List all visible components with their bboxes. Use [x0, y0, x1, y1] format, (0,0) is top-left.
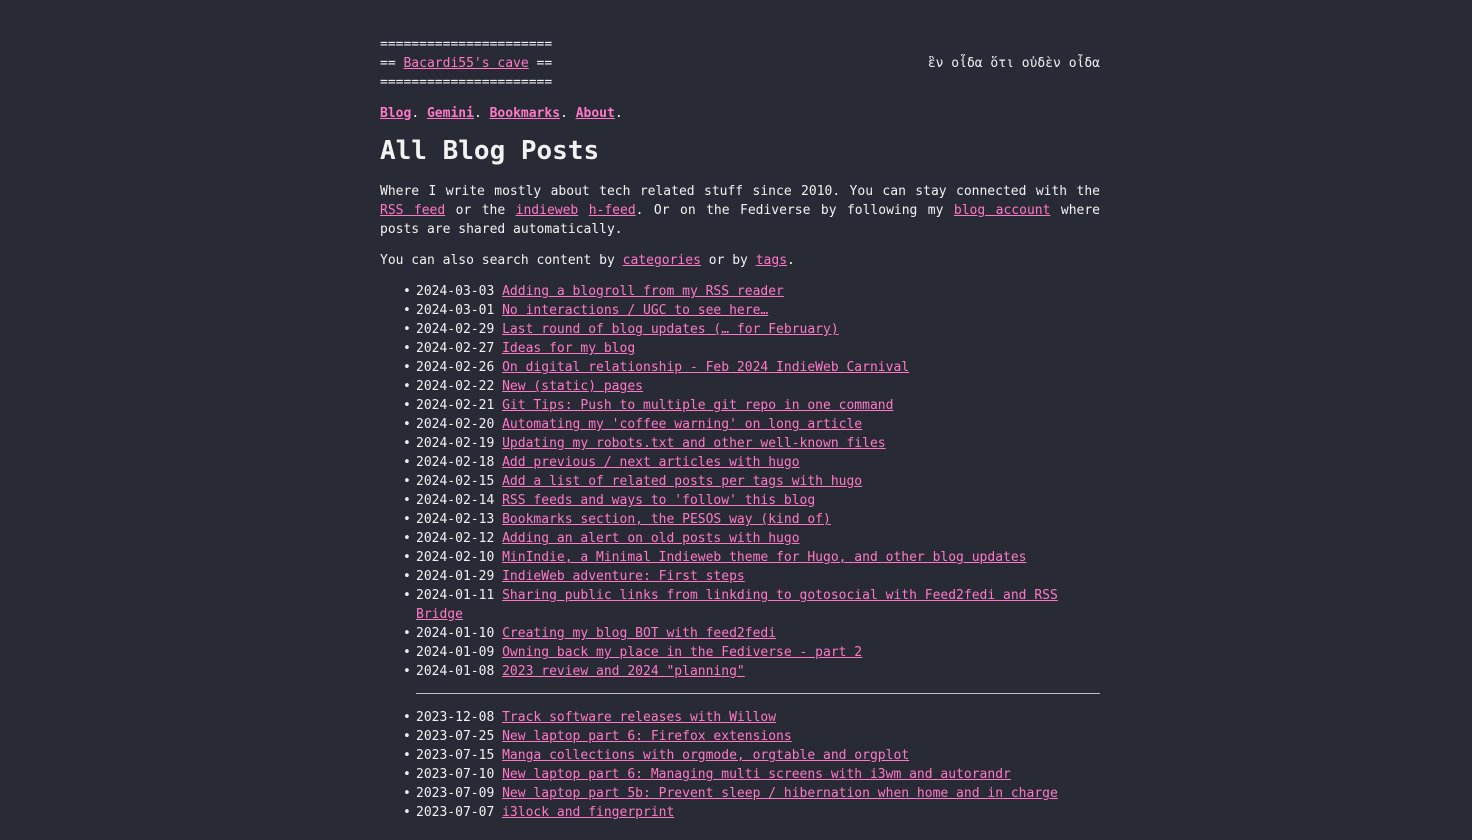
post-list-item — [416, 567, 1100, 586]
post-title-link[interactable]: Add previous / next articles with hugo — [502, 455, 800, 470]
post-list-item — [416, 643, 1100, 662]
intro-text: or the — [445, 203, 516, 218]
post-title-link[interactable]: New laptop part 6: Managing multi screens with i3wm and autorandr — [502, 767, 1011, 782]
post-list-item — [416, 320, 1100, 339]
post-list-item — [416, 358, 1100, 377]
post-date: 2024-02-22 — [416, 379, 495, 394]
post-date: 2024-02-26 — [416, 360, 495, 375]
post-title-link[interactable]: Adding a blogroll from my RSS reader — [502, 284, 784, 299]
intro-paragraph — [380, 182, 1100, 239]
posts-list-2024-03 — [380, 282, 1100, 320]
post-title-link[interactable]: No interactions / UGC to see here… — [502, 303, 769, 318]
post-list-item — [416, 396, 1100, 415]
post-date: 2023-07-07 — [416, 805, 495, 820]
site-header — [380, 35, 1100, 92]
banner-rule-bottom: ====================== — [380, 75, 553, 90]
post-list-item — [416, 727, 1100, 746]
post-list-item — [416, 282, 1100, 301]
indieweb-link[interactable]: indieweb — [515, 203, 579, 218]
post-list-item — [416, 765, 1100, 784]
nav-separator: . — [473, 106, 482, 121]
post-title-link[interactable]: MinIndie, a Minimal Indieweb theme for Hugo, and other blog updates — [502, 550, 1027, 565]
post-list-item — [416, 746, 1100, 765]
posts-list-2023-12 — [380, 708, 1100, 727]
post-date: 2024-02-18 — [416, 455, 495, 470]
search-paragraph — [380, 251, 1100, 270]
page-container — [380, 35, 1100, 822]
nav-blog-link[interactable]: Blog — [380, 106, 412, 121]
post-date: 2024-02-21 — [416, 398, 495, 413]
post-title-link[interactable]: IndieWeb adventure: First steps — [502, 569, 745, 584]
post-title-link[interactable]: Manga collections with orgmode, orgtable and orgplot — [502, 748, 910, 763]
post-title-link[interactable]: 2023 review and 2024 "planning" — [502, 664, 745, 679]
post-title-link[interactable]: Updating my robots.txt and other well-known files — [502, 436, 886, 451]
post-list-item — [416, 301, 1100, 320]
post-title-link[interactable]: i3lock and fingerprint — [502, 805, 675, 820]
page-title: All Blog Posts — [380, 136, 600, 166]
posts-list-2023-07 — [380, 727, 1100, 822]
post-title-link[interactable]: On digital relationship - Feb 2024 IndieWeb Carnival — [502, 360, 910, 375]
banner-prefix: == — [380, 56, 404, 71]
post-date: 2023-12-08 — [416, 710, 495, 725]
post-title-link[interactable]: New laptop part 5b: Prevent sleep / hibernation when home and in charge — [502, 786, 1058, 801]
post-date: 2023-07-09 — [416, 786, 495, 801]
post-date: 2024-03-01 — [416, 303, 495, 318]
post-title-link[interactable]: Automating my 'coffee warning' on long article — [502, 417, 863, 432]
post-list-item — [416, 803, 1100, 822]
nav-gemini-link[interactable]: Gemini — [426, 106, 474, 121]
categories-link[interactable]: categories — [622, 253, 701, 268]
post-date: 2023-07-15 — [416, 748, 495, 763]
tags-link[interactable]: tags — [755, 253, 788, 268]
h-feed-link[interactable]: h-feed — [588, 203, 636, 218]
post-list-item — [416, 624, 1100, 643]
post-date: 2023-07-25 — [416, 729, 495, 744]
post-title-link[interactable]: Last round of blog updates (… for February) — [502, 322, 839, 337]
post-list-item — [416, 784, 1100, 803]
post-date: 2024-03-03 — [416, 284, 495, 299]
nav-separator: . — [411, 106, 420, 121]
search-text: . — [787, 253, 795, 268]
search-text: You can also search content by — [380, 253, 623, 268]
post-list-item — [416, 472, 1100, 491]
post-title-link[interactable]: Git Tips: Push to multiple git repo in one command — [502, 398, 894, 413]
post-title-link[interactable]: Ideas for my blog — [502, 341, 636, 356]
post-date: 2024-02-29 — [416, 322, 495, 337]
site-motto: ἓν οἶδα ὅτι οὐδὲν οἶδα — [927, 56, 1100, 71]
post-title-link[interactable]: Track software releases with Willow — [502, 710, 777, 725]
intro-text: . Or on the Fediverse by following my — [635, 203, 954, 218]
post-date: 2024-02-14 — [416, 493, 495, 508]
site-name-link[interactable]: Bacardi55's cave — [403, 56, 529, 71]
posts-list-2024-01 — [380, 567, 1100, 681]
rss-feed-link[interactable]: RSS feed — [380, 203, 446, 218]
post-date: 2024-02-19 — [416, 436, 495, 451]
post-title-link[interactable]: Owning back my place in the Fediverse - part 2 — [502, 645, 863, 660]
post-list-item — [416, 453, 1100, 472]
post-title-link[interactable]: Add a list of related posts per tags with hugo — [502, 474, 863, 489]
post-date: 2024-01-09 — [416, 645, 495, 660]
post-title-link[interactable]: RSS feeds and ways to 'follow' this blog — [502, 493, 816, 508]
post-list-item — [416, 415, 1100, 434]
banner-rule-top: ====================== — [380, 37, 553, 52]
post-date: 2024-01-08 — [416, 664, 495, 679]
post-list-item — [416, 529, 1100, 548]
search-text: or by — [700, 253, 756, 268]
post-date: 2024-02-12 — [416, 531, 495, 546]
post-date: 2024-02-27 — [416, 341, 495, 356]
nav-about-link[interactable]: About — [575, 106, 615, 121]
post-date: 2024-01-11 — [416, 588, 495, 603]
post-date: 2024-01-29 — [416, 569, 495, 584]
post-list-item — [416, 708, 1100, 727]
post-date: 2024-02-20 — [416, 417, 495, 432]
post-list-item — [416, 491, 1100, 510]
year-separator — [416, 693, 1100, 694]
post-title-link[interactable]: Creating my blog BOT with feed2fedi — [502, 626, 777, 641]
main-nav — [380, 104, 1100, 123]
post-list-item — [416, 339, 1100, 358]
post-date: 2024-02-13 — [416, 512, 495, 527]
post-date: 2024-02-15 — [416, 474, 495, 489]
nav-separator: . — [560, 106, 568, 121]
post-list-item — [416, 548, 1100, 567]
post-date: 2024-02-10 — [416, 550, 495, 565]
post-list-item — [416, 662, 1100, 681]
post-list-item — [416, 434, 1100, 453]
nav-separator: . — [614, 106, 623, 121]
post-date: 2024-01-10 — [416, 626, 495, 641]
post-title-link[interactable]: New laptop part 6: Firefox extensions — [502, 729, 792, 744]
intro-text: where posts are shared automatically. — [380, 203, 1100, 237]
post-title-link[interactable]: Bookmarks section, the PESOS way (kind of) — [502, 512, 831, 527]
post-list-item — [416, 586, 1100, 624]
nav-bookmarks-link[interactable]: Bookmarks — [489, 106, 561, 121]
intro-text — [578, 203, 588, 218]
post-title-link[interactable]: New (static) pages — [502, 379, 643, 394]
blog-account-link[interactable]: blog account — [953, 203, 1051, 218]
post-list-item — [416, 510, 1100, 529]
post-title-link[interactable]: Adding an alert on old posts with hugo — [502, 531, 800, 546]
post-date: 2023-07-10 — [416, 767, 495, 782]
intro-text: Where I write mostly about tech related stuff since 2010. You can stay connected with the — [380, 184, 1100, 199]
post-list-item — [416, 377, 1100, 396]
post-title-link[interactable]: Sharing public links from linkding to gotosocial with Feed2fedi and RSS Bridge — [416, 588, 1058, 622]
banner-suffix: == — [528, 56, 553, 71]
posts-list-2024-02 — [380, 320, 1100, 567]
